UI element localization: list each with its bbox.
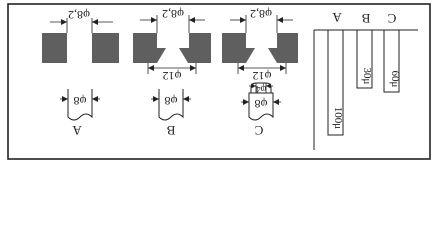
column-label-a: A (332, 10, 342, 25)
block-a-right (92, 33, 119, 63)
right-panel (314, 10, 418, 150)
block-a-dim-top: φ8,2 (68, 8, 90, 22)
block-c-dim-top: φ8,2 (250, 7, 272, 21)
block-b-dim-top: φ8,2 (162, 7, 184, 21)
pin-c-label: C (254, 123, 264, 138)
column-label-c: C (387, 11, 397, 26)
bar-a-value: 100μ (332, 106, 344, 130)
pin-a-label: A (72, 123, 82, 138)
pin-a-dim: φ8 (73, 94, 87, 108)
block-c (222, 7, 298, 83)
pin-b-label: B (166, 123, 176, 138)
pin-c (241, 83, 281, 138)
block-c-dim-bottom: φ12 (252, 69, 272, 83)
pin-a (60, 89, 100, 138)
bar-b-value: 30μ (361, 67, 373, 85)
block-b-dim-bottom: φ12 (162, 69, 182, 83)
block-a-left (42, 33, 67, 63)
bar-c-value: 60μ (389, 70, 401, 88)
pin-c-dim: φ8 (254, 97, 268, 111)
pin-b (151, 89, 191, 138)
pin-c-dim-small: φ4 (255, 83, 267, 94)
block-a (42, 8, 119, 63)
column-label-b: B (361, 11, 371, 26)
block-b (133, 7, 211, 83)
pin-b-dim: φ8 (164, 94, 178, 108)
